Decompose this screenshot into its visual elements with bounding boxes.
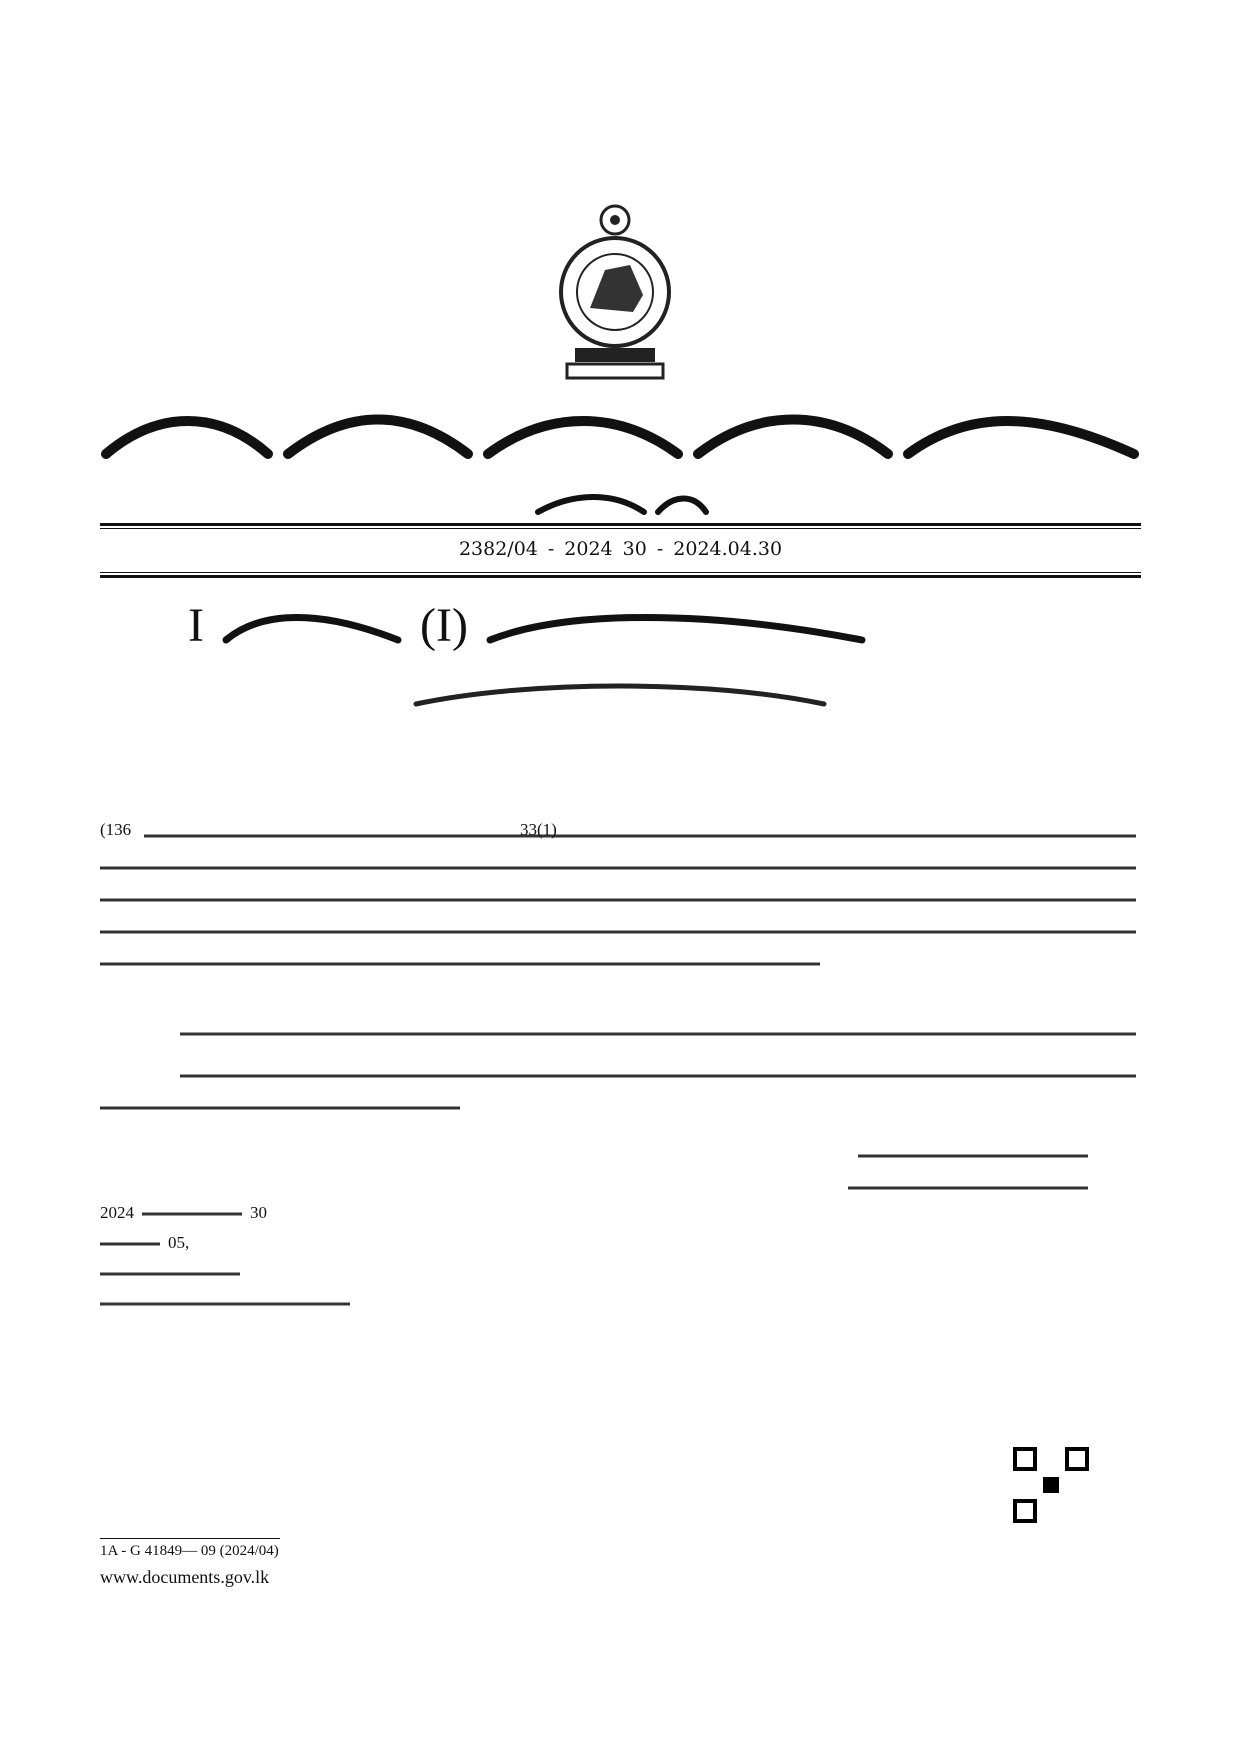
- bottom-rule: [100, 575, 1141, 578]
- footer-note: [100, 1566, 269, 1588]
- issue-year: 2024: [564, 538, 613, 560]
- signatory-block: [848, 1140, 1093, 1204]
- date-line-2-value: 05,: [168, 1233, 190, 1252]
- date-line-2-text: [100, 1236, 160, 1250]
- top-rule: [100, 523, 1141, 526]
- body-ref: 33(1): [520, 820, 557, 839]
- date-line-2: [100, 1230, 380, 1256]
- section-heading: [188, 600, 1058, 652]
- extraordinary-label: [534, 488, 709, 518]
- date-line-3: [100, 1260, 380, 1286]
- heading-word-general: [486, 606, 866, 646]
- date-line-4-text: [100, 1296, 350, 1310]
- issue-number: 2382/04: [458, 538, 538, 560]
- notice-lines: [410, 674, 830, 710]
- footer-url[interactable]: www.documents.gov.lk: [100, 1566, 270, 1587]
- date-line-1-text: [142, 1206, 242, 1220]
- separator: -: [547, 538, 555, 560]
- government-emblem: [545, 200, 685, 390]
- footer-rule: [100, 1538, 280, 1539]
- date-line-3-text: [100, 1266, 240, 1280]
- body-para1-start: (136: [100, 820, 132, 839]
- footer-ref: 1A - G 41849— 09 (2024/04): [100, 1543, 279, 1559]
- section-part: I: [188, 599, 204, 652]
- separator: -: [656, 538, 664, 560]
- date-line-1: [100, 1200, 380, 1226]
- date-day: 30: [250, 1203, 267, 1222]
- issue-date: 2024.04.30: [673, 538, 783, 560]
- section-division: (I): [419, 599, 468, 652]
- heading-word-part: [222, 606, 402, 646]
- qr-code: [1013, 1447, 1089, 1523]
- body-paragraph: [100, 820, 1141, 990]
- top-rule-thin: [100, 528, 1141, 529]
- gazette-title: [98, 398, 1144, 470]
- date-year: 2024: [100, 1203, 134, 1222]
- date-location-block: [100, 1200, 380, 1320]
- date-line-4: [100, 1290, 380, 1316]
- issue-line: [100, 531, 1141, 567]
- bottom-rule-thin: [100, 572, 1141, 573]
- issue-day: 30: [622, 538, 647, 560]
- body-notes: [100, 1020, 1141, 1140]
